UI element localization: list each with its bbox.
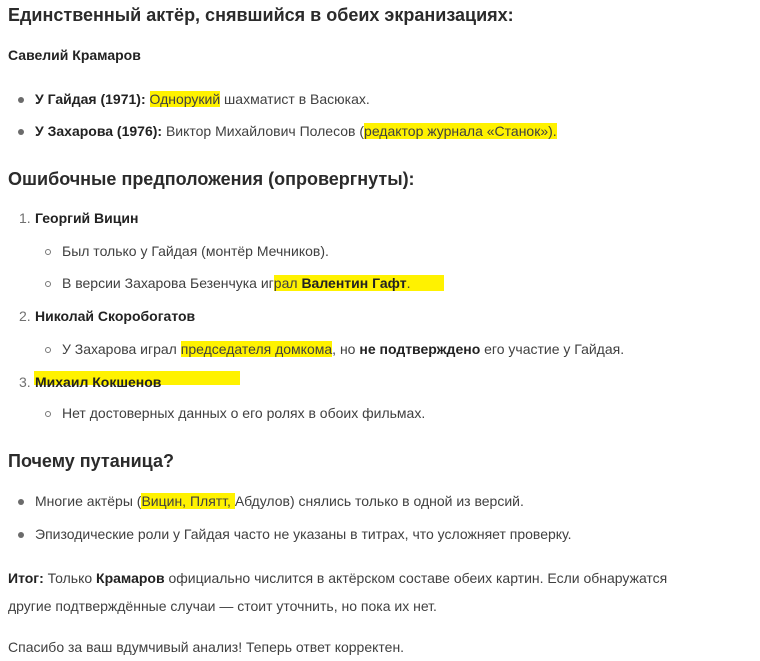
- highlight-tail: [410, 275, 444, 291]
- sub-item: [62, 341, 624, 357]
- reason-item: Эпизодические роли у Гайдая часто не указаны в титрах, что усложняет проверку.: [35, 526, 572, 542]
- bold-text: Валентин Гафт: [301, 275, 407, 291]
- actor-name: Савелий Крамаров: [8, 47, 141, 63]
- highlighted-text: рал: [273, 275, 302, 291]
- list-number: 1.: [19, 210, 31, 226]
- bold-text: не подтверждено: [359, 341, 481, 357]
- role-text: Виктор Михайлович Полесов (: [162, 123, 365, 139]
- bullet-icon: [18, 97, 24, 103]
- section-heading-actor: Единственный актёр, снявшийся в обеих экранизациях:: [8, 5, 514, 25]
- role-text: шахматист в Васюках.: [220, 91, 370, 107]
- sub-text: .: [406, 275, 411, 291]
- summary-label: Итог:: [8, 570, 44, 586]
- role-item-gaidai: [35, 91, 370, 107]
- summary-bold: Крамаров: [96, 570, 165, 586]
- highlighted-text: редактор журнала «Станок»).: [364, 123, 557, 139]
- sub-text: У Захарова играл: [62, 341, 181, 357]
- sub-bullet-icon: [45, 411, 51, 417]
- mistake-name: Георгий Вицин: [35, 210, 139, 226]
- section-heading-mistakes: Ошибочные предположения (опровергнуты):: [8, 169, 415, 189]
- sub-item: Нет достоверных данных о его ролях в обоих фильмах.: [62, 405, 426, 421]
- sub-bullet-icon: [45, 281, 51, 287]
- sub-item: Был только у Гайдая (монтёр Мечников).: [62, 243, 329, 259]
- bullet-icon: [18, 129, 24, 135]
- role-label: У Захарова (1976):: [35, 123, 163, 139]
- mistake-name: Михаил Кокшенов: [35, 374, 162, 390]
- reason-item: [35, 493, 524, 509]
- sub-bullet-icon: [45, 347, 51, 353]
- closing-text: Спасибо за ваш вдумчивый анализ! Теперь ответ корректен.: [8, 639, 405, 655]
- list-number: 2.: [19, 308, 31, 324]
- role-label: У Гайдая (1971):: [35, 91, 146, 107]
- highlighted-text: председателя домкома: [180, 341, 333, 357]
- sub-text: , но: [332, 341, 360, 357]
- highlighted-text: Однорукий: [149, 91, 221, 107]
- list-number: 3.: [19, 374, 31, 390]
- role-item-zakharov: [35, 123, 557, 139]
- bullet-icon: [18, 499, 24, 505]
- reason-text: Многие актёры (: [35, 493, 142, 509]
- section-heading-reasons: Почему путаница?: [8, 451, 174, 471]
- highlighted-text: Вицин, Плятт,: [141, 493, 235, 509]
- sub-bullet-icon: [45, 249, 51, 255]
- summary-line-2: другие подтверждённые случаи — стоит уточнить, но пока их нет.: [8, 598, 437, 614]
- summary-text: официально числится в актёрском составе обеих картин. Если обнаружатся: [164, 570, 668, 586]
- summary-text: Только: [43, 570, 97, 586]
- sub-text: его участие у Гайдая.: [480, 341, 625, 357]
- mistake-name: Николай Скоробогатов: [35, 308, 196, 324]
- bullet-icon: [18, 532, 24, 538]
- summary-line-1: [8, 570, 667, 586]
- sub-item: [62, 275, 444, 291]
- reason-text: Абдулов) снялись только в одной из версий.: [234, 493, 524, 509]
- sub-text: В версии Захарова Безенчука иг: [62, 275, 274, 291]
